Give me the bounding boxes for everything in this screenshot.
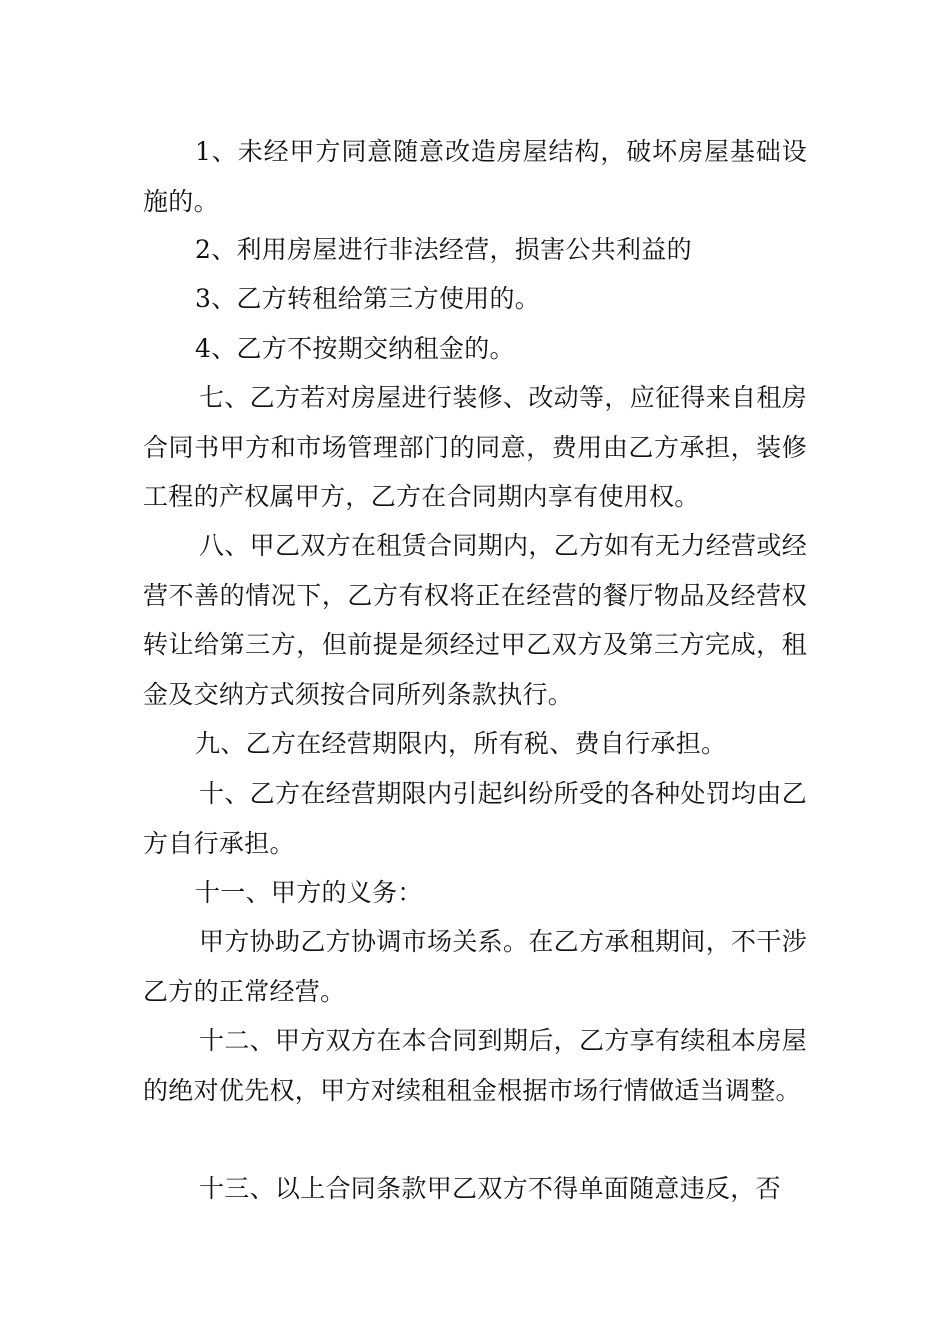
article-8: 八、甲乙双方在租赁合同期内，乙方如有无力经营或经营不善的情况下，乙方有权将正在经营的餐厅物品及经营权转让给第三方，但前提是须经过甲乙双方及第三方完成，租金及交纳方式须按合同所列条款执行。 xyxy=(143,531,807,709)
article-11-heading: 十一、甲方的义务： xyxy=(195,878,423,907)
article-13: 十三、以上合同条款甲乙双方不得单面随意违反，否 xyxy=(199,1174,781,1203)
clause-4: 4、乙方不按期交纳租金的。 xyxy=(195,334,515,363)
article-11-body: 甲方协助乙方协调市场关系。在乙方承租期间，不干涉乙方的正常经营。 xyxy=(143,927,807,1006)
article-9: 九、乙方在经营期限内，所有税、费自行承担。 xyxy=(195,729,727,758)
article-10: 十、乙方在经营期限内引起纠纷所受的各种处罚均由乙方自行承担。 xyxy=(143,779,807,858)
clause-1: 1、未经甲方同意随意改造房屋结构，破坏房屋基础设施的。 xyxy=(143,137,807,216)
clause-2: 2、利用房屋进行非法经营，损害公共利益的 xyxy=(195,235,692,264)
article-12: 十二、甲方双方在本合同到期后，乙方享有续租本房屋的绝对优先权，甲方对续租租金根据市场行情做适当调整。 xyxy=(143,1026,807,1105)
article-7: 七、乙方若对房屋进行装修、改动等，应征得来自租房合同书甲方和市场管理部门的同意，费用由乙方承担，装修工程的产权属甲方，乙方在合同期内享有使用权。 xyxy=(143,383,807,511)
clause-3: 3、乙方转租给第三方使用的。 xyxy=(195,284,541,313)
